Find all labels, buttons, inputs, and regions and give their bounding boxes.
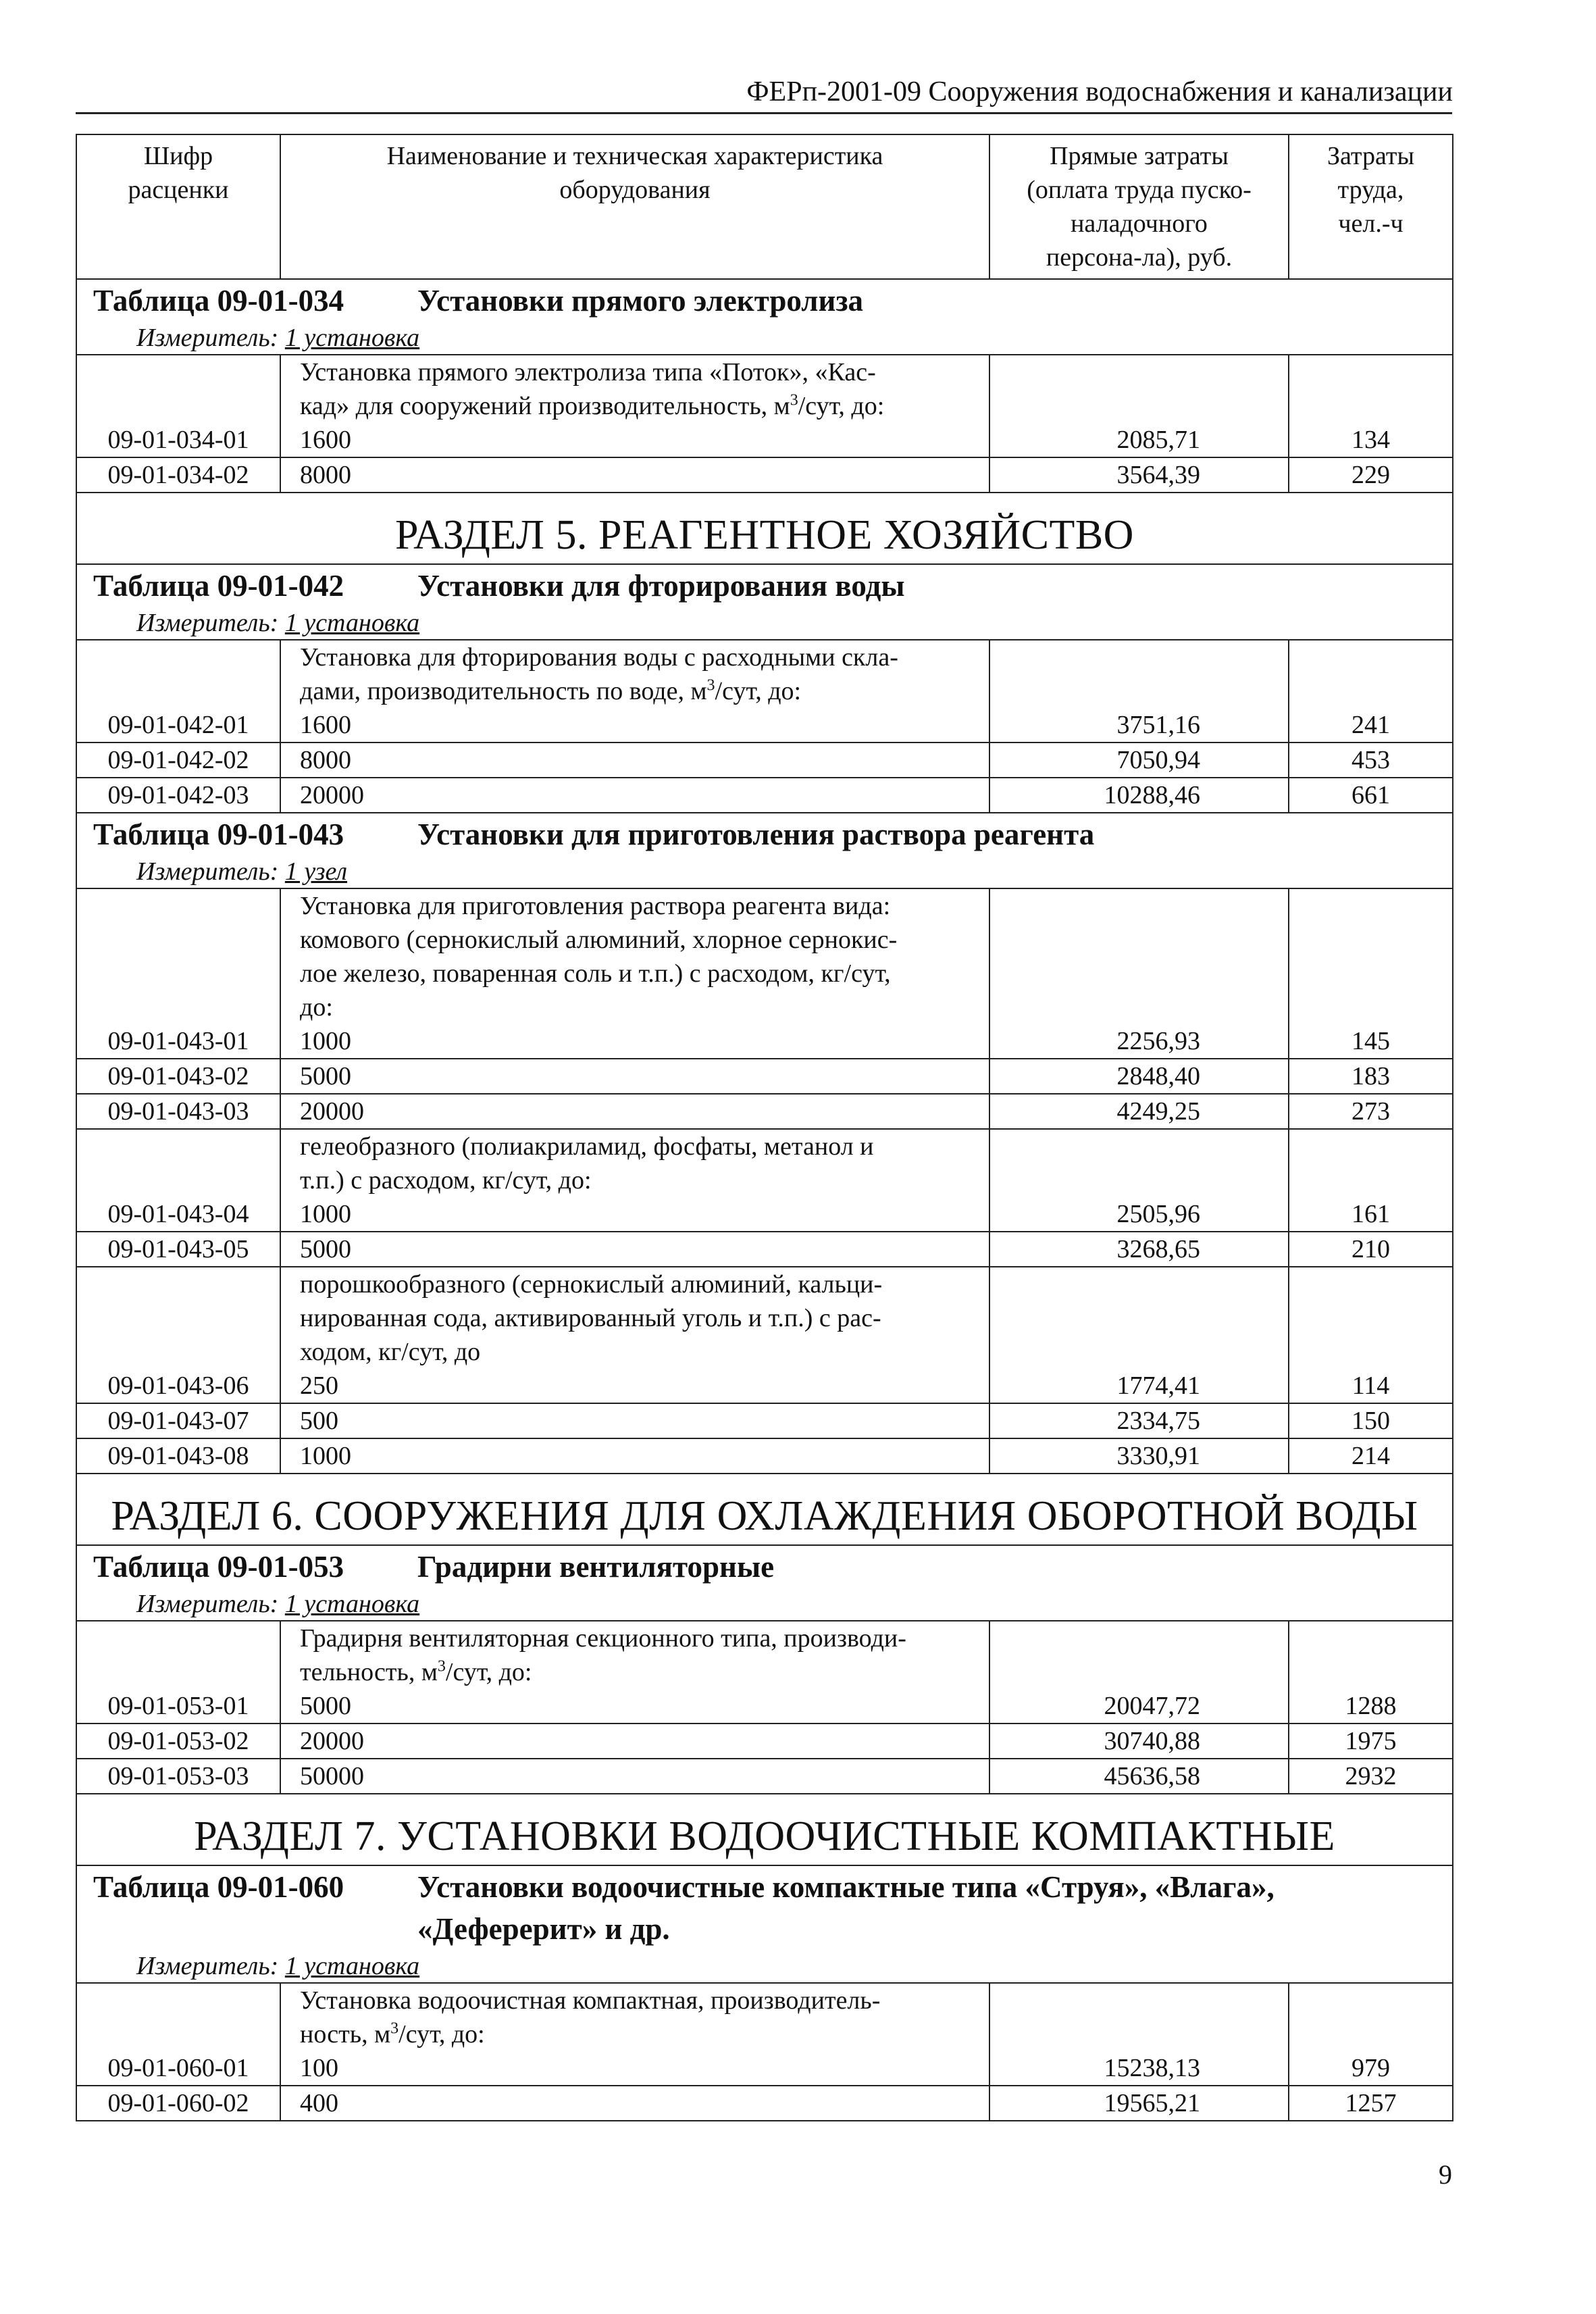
description-line: ность, $м^3$/сут, до: [300,2019,485,2048]
rate-quantity: 1000 [300,1442,351,1470]
rate-direct-cost: 30740,88 [989,1724,1289,1759]
rate-quantity: 5000 [300,1235,351,1263]
table-code: Таблица 09-01-042 [93,569,344,603]
rate-description [280,1232,989,1267]
rate-code: 09-01-034-02 [76,457,280,493]
measure-unit: 1 узел [284,857,348,886]
rate-labor: 241 [1289,640,1453,743]
rates-table [76,134,1453,2121]
column-header-code: Шифр расценки [76,134,280,279]
table-heading [77,280,1452,322]
rate-quantity: 20000 [300,1727,364,1755]
table-heading-row [76,279,1453,355]
rate-code: 09-01-060-01 [76,1983,280,2086]
rate-direct-cost: 15238,13 [989,1983,1289,2086]
table-row [76,888,1453,1059]
rate-direct-cost: 3564,39 [989,457,1289,493]
table-row [76,640,1453,743]
rate-labor: 150 [1289,1403,1453,1438]
rate-labor: 1257 [1289,2086,1453,2121]
description-line: до: [300,993,333,1022]
rate-code: 09-01-043-01 [76,888,280,1059]
rate-direct-cost: 3268,65 [989,1232,1289,1267]
rate-code: 09-01-043-07 [76,1403,280,1438]
rate-labor: 453 [1289,743,1453,778]
measure-line [77,322,1452,354]
table-heading-cell [76,279,1453,355]
description-line: лое железо, поваренная соль и т.п.) с расходом, кг/сут, [300,959,891,988]
rate-description [280,640,989,743]
rate-labor: 661 [1289,778,1453,813]
rate-code: 09-01-042-02 [76,743,280,778]
description-line: гелеобразного (полиакриламид, фосфаты, метанол и [300,1132,874,1161]
table-row [76,1232,1453,1267]
measure-label: Измеритель: [136,324,279,352]
rate-code: 09-01-043-02 [76,1059,280,1094]
table-header [76,134,1453,279]
rate-description [280,1094,989,1129]
section-row [76,1474,1453,1545]
rate-direct-cost: 20047,72 [989,1621,1289,1724]
description-line: Установка водоочистная компактная, производитель- [300,1986,881,2015]
description-line: Градирня вентиляторная секционного типа, производи- [300,1624,906,1653]
rate-description [280,1438,989,1474]
table-heading [77,565,1452,607]
table-heading-row [76,564,1453,640]
rate-direct-cost: 2848,40 [989,1059,1289,1094]
rate-quantity: 20000 [300,781,364,809]
rate-code: 09-01-043-03 [76,1094,280,1129]
rate-labor: 1288 [1289,1621,1453,1724]
rate-description [280,888,989,1059]
rate-quantity: 8000 [300,461,351,489]
header-row [76,134,1453,279]
rate-quantity: 100 [300,2054,338,2082]
measure-line [77,607,1452,639]
table-row [76,1724,1453,1759]
rate-labor: 183 [1289,1059,1453,1094]
table-heading [77,813,1452,855]
table-heading-cell [76,1865,1453,1983]
rate-labor: 114 [1289,1267,1453,1403]
table-row [76,1759,1453,1794]
measure-unit: 1 установка [284,1952,420,1980]
description-line: дами, производительность по воде, $м^3$/сут, до: [300,676,802,705]
column-header-direct-cost: Прямые затраты (оплата труда пуско-наладочного персона-ла), руб. [989,134,1289,279]
description-line: Установка для приготовления раствора реагента вида: [300,892,891,920]
table-row [76,1059,1453,1094]
rate-description [280,1267,989,1403]
rate-quantity: 500 [300,1407,338,1435]
rate-labor: 1975 [1289,1724,1453,1759]
rate-quantity: 250 [300,1372,338,1400]
rate-labor: 273 [1289,1094,1453,1129]
table-row [76,1621,1453,1724]
rate-code: 09-01-043-08 [76,1438,280,1474]
table-row [76,1983,1453,2086]
rate-code: 09-01-053-02 [76,1724,280,1759]
table-row [76,1129,1453,1232]
rate-labor: 134 [1289,355,1453,457]
section-title: РАЗДЕЛ 5. РЕАГЕНТНОЕ ХОЗЯЙСТВО [395,512,1134,558]
rate-code: 09-01-053-03 [76,1759,280,1794]
table-heading-row [76,813,1453,888]
rate-description [280,2086,989,2121]
rate-code: 09-01-042-03 [76,778,280,813]
rate-labor: 979 [1289,1983,1453,2086]
rate-code: 09-01-053-01 [76,1621,280,1724]
table-row [76,2086,1453,2121]
rate-quantity: 5000 [300,1062,351,1090]
rate-direct-cost: 2334,75 [989,1403,1289,1438]
table-row [76,1403,1453,1438]
table-heading-row [76,1545,1453,1621]
table-row [76,743,1453,778]
rate-code: 09-01-034-01 [76,355,280,457]
table-row [76,1094,1453,1129]
table-row [76,778,1453,813]
rate-description [280,457,989,493]
measure-label: Измеритель: [136,609,279,637]
table-title: Установки для приготовления раствора реагента [417,818,1095,851]
measure-unit: 1 установка [284,1590,420,1618]
rate-description [280,1983,989,2086]
rate-direct-cost: 1774,41 [989,1267,1289,1403]
table-heading [77,1866,1452,1950]
rate-code: 09-01-043-06 [76,1267,280,1403]
table-code: Таблица 09-01-034 [93,284,344,318]
measure-label: Измеритель: [136,857,279,886]
rate-quantity: 50000 [300,1762,364,1790]
rate-description [280,1059,989,1094]
section-title: РАЗДЕЛ 7. УСТАНОВКИ ВОДООЧИСТНЫЕ КОМПАКТНЫЕ [194,1813,1335,1859]
section-row [76,1794,1453,1865]
measure-unit: 1 установка [284,324,420,352]
section-cell [76,493,1453,564]
rate-labor: 229 [1289,457,1453,493]
rates-sheet [76,134,1452,2121]
rate-code: 09-01-043-05 [76,1232,280,1267]
rate-description [280,1724,989,1759]
description-line: Установка прямого электролиза типа «Поток», «Кас- [300,358,876,386]
rate-direct-cost: 7050,94 [989,743,1289,778]
rate-direct-cost: 10288,46 [989,778,1289,813]
header-rule [76,112,1452,114]
table-row [76,1438,1453,1474]
rate-description [280,743,989,778]
page-number: 9 [1439,2159,1452,2190]
rate-direct-cost: 19565,21 [989,2086,1289,2121]
measure-label: Измеритель: [136,1952,279,1980]
section-title: РАЗДЕЛ 6. СООРУЖЕНИЯ ДЛЯ ОХЛАЖДЕНИЯ ОБОРОТНОЙ ВОДЫ [111,1493,1418,1539]
rate-description [280,355,989,457]
rate-direct-cost: 2505,96 [989,1129,1289,1232]
rate-quantity: 1600 [300,711,351,739]
rate-direct-cost: 3751,16 [989,640,1289,743]
measure-line [77,855,1452,888]
rate-description [280,1129,989,1232]
running-header: ФЕРп-2001-09 Сооружения водоснабжения и канализации [746,76,1453,107]
measure-line [77,1588,1452,1620]
rate-labor: 145 [1289,888,1453,1059]
rate-direct-cost: 2256,93 [989,888,1289,1059]
rate-labor: 161 [1289,1129,1453,1232]
rate-direct-cost: 3330,91 [989,1438,1289,1474]
rate-code: 09-01-043-04 [76,1129,280,1232]
table-title: Установки для фторирования воды [417,569,905,603]
description-line: комового (сернокислый алюминий, хлорное сернокис- [300,926,898,954]
table-row [76,457,1453,493]
table-title: Установки водоочистные компактные типа «Струя», «Влага», «Деферерит» и др. [417,1870,1275,1946]
rate-direct-cost: 2085,71 [989,355,1289,457]
section-row [76,493,1453,564]
section-cell [76,1794,1453,1865]
table-heading-row [76,1865,1453,1983]
table-heading-cell [76,564,1453,640]
table-title: Градирни вентиляторные [417,1550,775,1584]
column-header-name: Наименование и техническая характеристика оборудования [280,134,989,279]
rate-labor: 210 [1289,1232,1453,1267]
rate-description [280,1403,989,1438]
table-body [76,279,1453,2121]
table-code: Таблица 09-01-060 [93,1870,344,1904]
rate-code: 09-01-060-02 [76,2086,280,2121]
rate-quantity: 8000 [300,746,351,774]
rate-quantity: 20000 [300,1097,364,1126]
rate-description [280,1759,989,1794]
measure-line [77,1950,1452,1982]
table-heading-cell [76,813,1453,888]
column-header-labor: Затраты труда, чел.-ч [1289,134,1453,279]
description-line: нированная сода, активированный уголь и т.п.) с рас- [300,1304,881,1332]
table-heading [77,1546,1452,1588]
rate-quantity: 1600 [300,426,351,454]
description-line: т.п.) с расходом, кг/сут, до: [300,1166,592,1194]
table-code: Таблица 09-01-053 [93,1550,344,1584]
description-line: порошкообразного (сернокислый алюминий, кальци- [300,1270,883,1299]
description-line: тельность, $м^3$/сут, до: [300,1657,532,1686]
description-line: ходом, кг/сут, до [300,1338,481,1366]
table-row [76,1267,1453,1403]
table-title: Установки прямого электролиза [417,284,864,318]
rate-quantity: 1000 [300,1027,351,1055]
rate-quantity: 5000 [300,1692,351,1720]
table-heading-cell [76,1545,1453,1621]
rate-quantity: 400 [300,2089,338,2117]
measure-unit: 1 установка [284,609,420,637]
description-line: кад» для сооружений производительность, $м^3$/сут, до: [300,391,885,420]
rate-description [280,778,989,813]
description-line: Установка для фторирования воды с расходными скла- [300,643,898,672]
rate-direct-cost: 4249,25 [989,1094,1289,1129]
rate-quantity: 1000 [300,1200,351,1228]
table-row [76,355,1453,457]
rate-direct-cost: 45636,58 [989,1759,1289,1794]
rate-labor: 214 [1289,1438,1453,1474]
measure-label: Измеритель: [136,1590,279,1618]
rate-code: 09-01-042-01 [76,640,280,743]
section-cell [76,1474,1453,1545]
rate-description [280,1621,989,1724]
table-code: Таблица 09-01-043 [93,818,344,851]
rate-labor: 2932 [1289,1759,1453,1794]
